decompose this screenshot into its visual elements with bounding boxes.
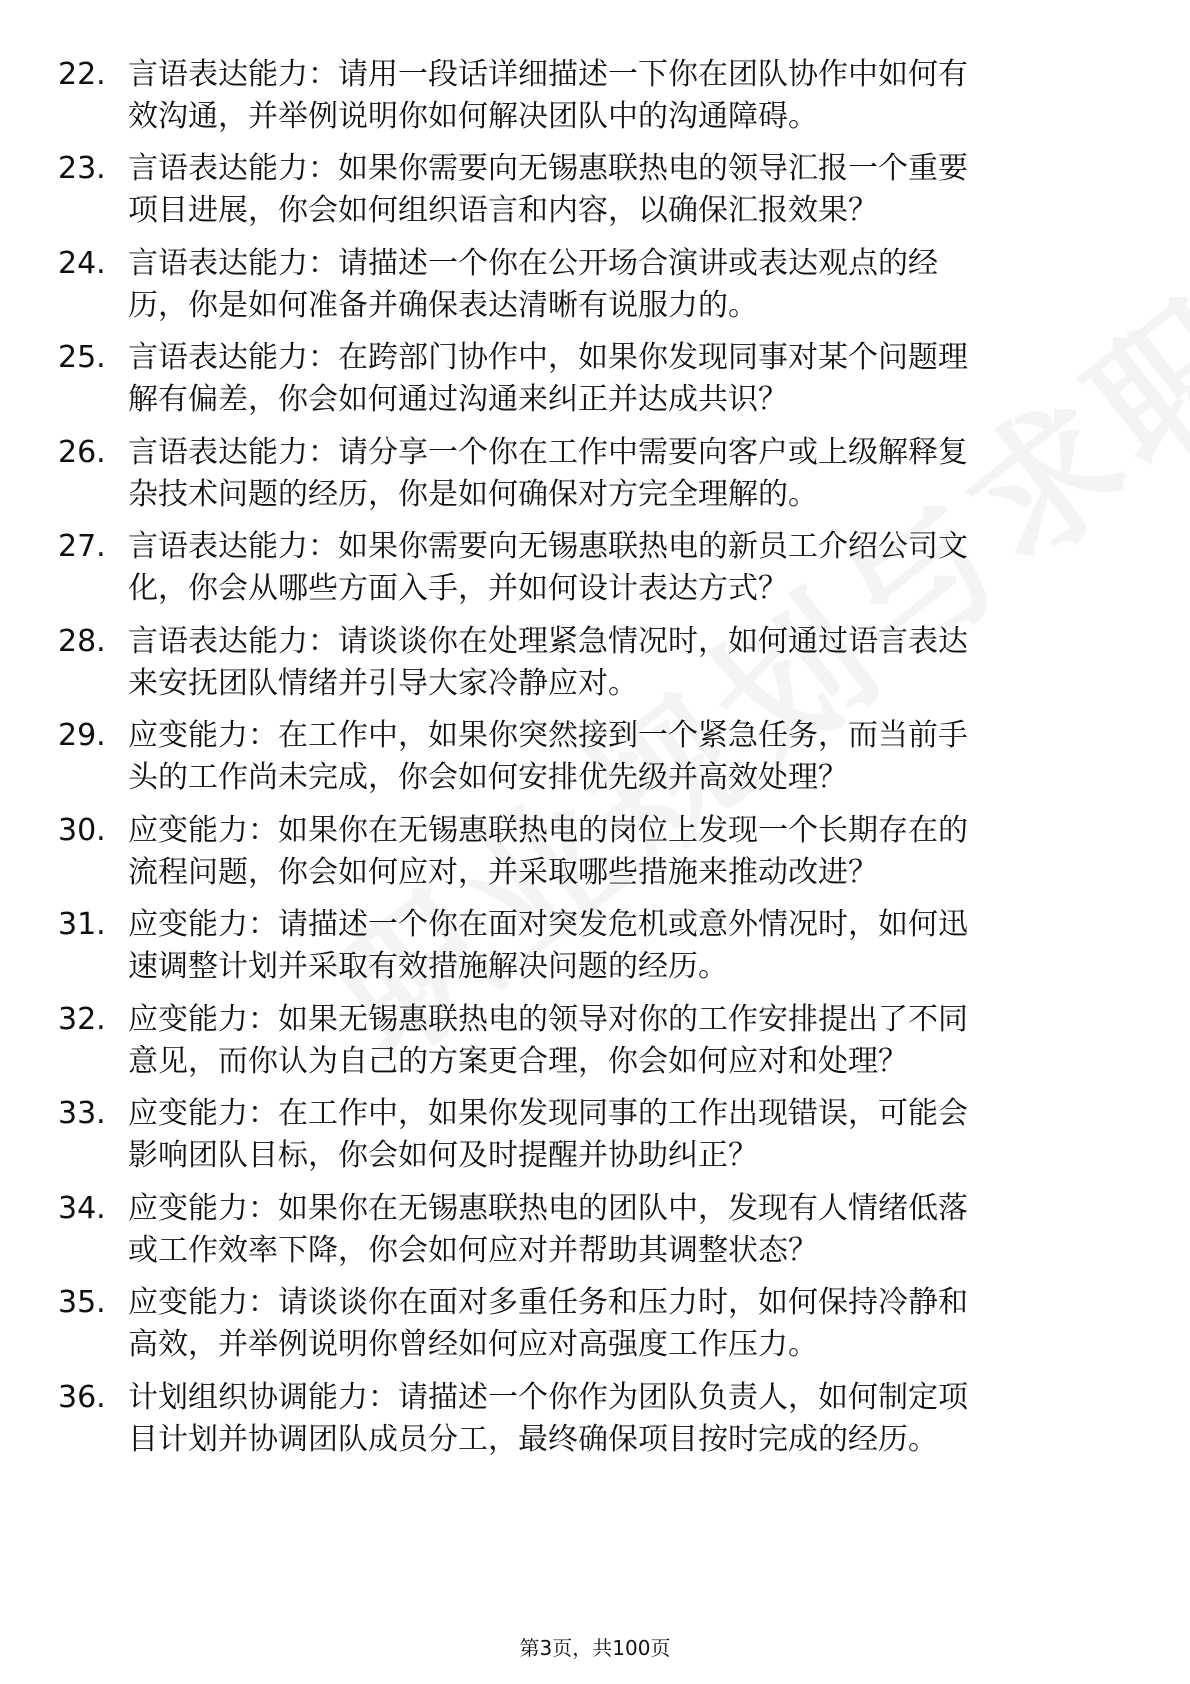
question-line: 历，你是如何准备并确保表达清晰有说服力的。 bbox=[128, 288, 758, 323]
question-text bbox=[128, 621, 1118, 705]
question-line: 言语表达能力：在跨部门协作中，如果你发现同事对某个问题理 bbox=[128, 340, 968, 375]
question-item bbox=[0, 337, 1190, 421]
question-line: 应变能力：请描述一个你在面对突发危机或意外情况时，如何迅 bbox=[128, 907, 968, 942]
question-line: 项目进展，你会如何组织语言和内容，以确保汇报效果？ bbox=[128, 193, 878, 228]
question-item bbox=[0, 148, 1190, 232]
question-item bbox=[0, 1188, 1190, 1272]
question-item bbox=[0, 54, 1190, 138]
question-item bbox=[0, 810, 1190, 894]
question-number: 35. bbox=[58, 1285, 106, 1320]
question-line: 应变能力：请谈谈你在面对多重任务和压力时，如何保持冷静和 bbox=[128, 1285, 968, 1320]
question-text bbox=[128, 148, 1118, 232]
question-text bbox=[128, 1282, 1118, 1366]
question-line: 流程问题，你会如何应对，并采取哪些措施来推动改进？ bbox=[128, 855, 878, 890]
question-item bbox=[0, 1377, 1190, 1461]
question-text bbox=[128, 715, 1118, 799]
question-line: 头的工作尚未完成，你会如何安排优先级并高效处理？ bbox=[128, 760, 848, 795]
question-line: 应变能力：在工作中，如果你突然接到一个紧急任务，而当前手 bbox=[128, 718, 968, 753]
question-text bbox=[128, 432, 1118, 516]
question-line: 计划组织协调能力：请描述一个你作为团队负责人，如何制定项 bbox=[128, 1380, 968, 1415]
question-line: 言语表达能力：如果你需要向无锡惠联热电的领导汇报一个重要 bbox=[128, 151, 968, 186]
question-line: 应变能力：如果你在无锡惠联热电的团队中，发现有人情绪低落 bbox=[128, 1191, 968, 1226]
question-item bbox=[0, 243, 1190, 327]
question-line: 应变能力：在工作中，如果你发现同事的工作出现错误，可能会 bbox=[128, 1096, 968, 1131]
question-line: 言语表达能力：请分享一个你在工作中需要向客户或上级解释复 bbox=[128, 435, 968, 470]
question-text bbox=[128, 810, 1118, 894]
question-number: 26. bbox=[58, 435, 106, 470]
question-line: 言语表达能力：请用一段话详细描述一下你在团队协作中如何有 bbox=[128, 57, 968, 92]
question-item bbox=[0, 999, 1190, 1083]
question-item bbox=[0, 715, 1190, 799]
question-text bbox=[128, 1377, 1118, 1461]
question-text bbox=[128, 999, 1118, 1083]
question-item bbox=[0, 1282, 1190, 1366]
question-text bbox=[128, 1188, 1118, 1272]
question-text bbox=[128, 526, 1118, 610]
question-number: 36. bbox=[58, 1380, 106, 1415]
question-line: 解有偏差，你会如何通过沟通来纠正并达成共识？ bbox=[128, 382, 788, 417]
question-line: 影响团队目标，你会如何及时提醒并协助纠正？ bbox=[128, 1138, 758, 1173]
question-number: 31. bbox=[58, 907, 106, 942]
question-number: 24. bbox=[58, 246, 106, 281]
question-number: 29. bbox=[58, 718, 106, 753]
question-line: 目计划并协调团队成员分工，最终确保项目按时完成的经历。 bbox=[128, 1422, 938, 1457]
question-number: 30. bbox=[58, 813, 106, 848]
question-line: 化，你会从哪些方面入手，并如何设计表达方式？ bbox=[128, 571, 788, 606]
question-number: 23. bbox=[58, 151, 106, 186]
question-line: 言语表达能力：请谈谈你在处理紧急情况时，如何通过语言表达 bbox=[128, 624, 968, 659]
page-footer: 第3页，共100页 bbox=[519, 1636, 671, 1660]
question-text bbox=[128, 904, 1118, 988]
question-line: 来安抚团队情绪并引导大家冷静应对。 bbox=[128, 666, 638, 701]
question-number: 33. bbox=[58, 1096, 106, 1131]
question-item bbox=[0, 904, 1190, 988]
question-text bbox=[128, 337, 1118, 421]
question-text bbox=[128, 54, 1118, 138]
question-item bbox=[0, 526, 1190, 610]
question-number: 22. bbox=[58, 57, 106, 92]
question-line: 杂技术问题的经历，你是如何确保对方完全理解的。 bbox=[128, 477, 818, 512]
question-item bbox=[0, 621, 1190, 705]
question-number: 27. bbox=[58, 529, 106, 564]
question-line: 言语表达能力：如果你需要向无锡惠联热电的新员工介绍公司文 bbox=[128, 529, 968, 564]
question-number: 34. bbox=[58, 1191, 106, 1226]
question-line: 意见，而你认为自己的方案更合理，你会如何应对和处理？ bbox=[128, 1044, 908, 1079]
question-number: 32. bbox=[58, 1002, 106, 1037]
question-line: 或工作效率下降，你会如何应对并帮助其调整状态？ bbox=[128, 1233, 818, 1268]
question-line: 应变能力：如果你在无锡惠联热电的岗位上发现一个长期存在的 bbox=[128, 813, 968, 848]
question-item bbox=[0, 1093, 1190, 1177]
question-line: 应变能力：如果无锡惠联热电的领导对你的工作安排提出了不同 bbox=[128, 1002, 968, 1037]
question-item bbox=[0, 432, 1190, 516]
question-line: 高效，并举例说明你曾经如何应对高强度工作压力。 bbox=[128, 1327, 818, 1362]
question-text bbox=[128, 1093, 1118, 1177]
question-number: 25. bbox=[58, 340, 106, 375]
question-line: 言语表达能力：请描述一个你在公开场合演讲或表达观点的经 bbox=[128, 246, 938, 281]
question-text bbox=[128, 243, 1118, 327]
question-line: 速调整计划并采取有效措施解决问题的经历。 bbox=[128, 949, 728, 984]
question-line: 效沟通，并举例说明你如何解决团队中的沟通障碍。 bbox=[128, 99, 818, 134]
question-number: 28. bbox=[58, 624, 106, 659]
